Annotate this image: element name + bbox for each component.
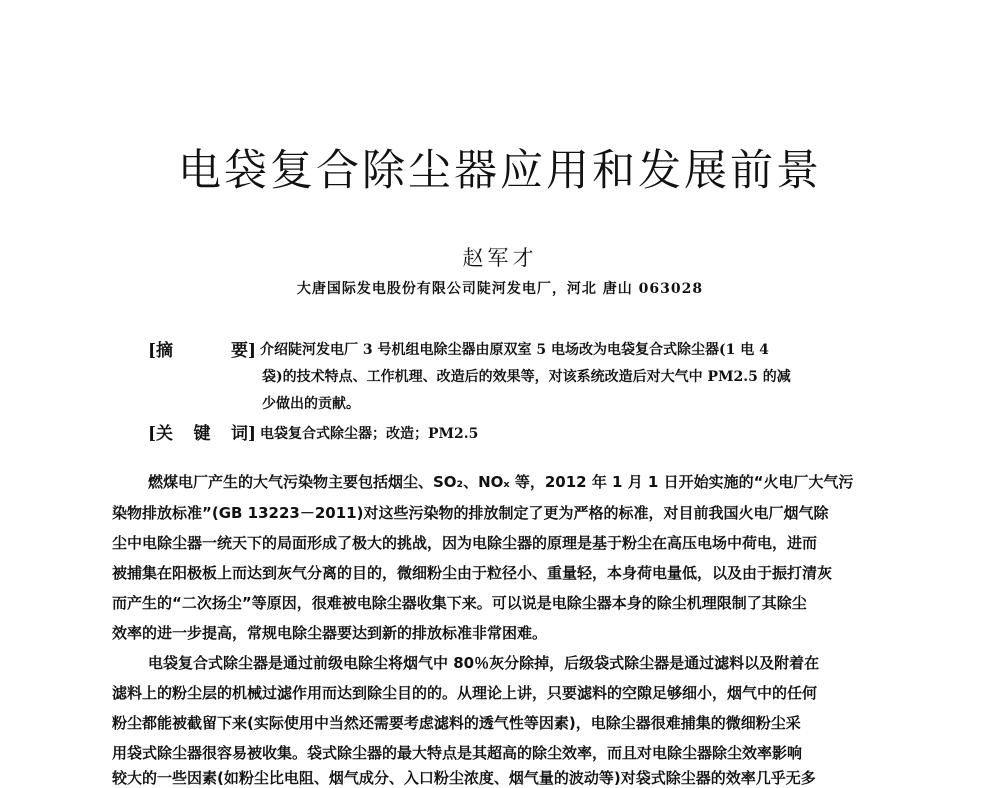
keywords-label-mid: 键 xyxy=(193,424,211,444)
body-line: 染物排放标准”(GB 13223－2011)对这些污染物的排放制定了更为严格的标准，对目前我国火电厂烟气除 xyxy=(112,504,829,522)
abstract-line: 少做出的贡献。 xyxy=(262,396,360,412)
body-line: 粉尘都能被截留下来(实际使用中当然还需要考虑滤料的透气性等因素)，电除尘器很难捕集的微细粉尘采 xyxy=(112,714,801,732)
abstract-label-close: 要] xyxy=(230,341,256,361)
paper-title: 电袋复合除尘器应用和发展前景 xyxy=(178,146,822,196)
body-line: 电袋复合式除尘器是通过前级电除尘将烟气中 80％灰分除掉，后级袋式除尘器是通过滤料以及附着在 xyxy=(148,654,820,672)
body-line: 而产生的“二次扬尘”等原因，很难被电除尘器收集下来。可以说是电除尘器本身的除尘机理限制了其除尘 xyxy=(112,594,807,612)
abstract-label xyxy=(148,338,256,364)
body-line: 被捕集在阳极板上而达到灰气分离的目的，微细粉尘由于粒径小、重量轻，本身荷电量低，以及由于振打清灰 xyxy=(112,564,833,582)
abstract-label-open: [摘 xyxy=(148,341,174,361)
keywords-label xyxy=(148,421,256,447)
body-line: 用袋式除尘器很容易被收集。袋式除尘器的最大特点是其超高的除尘效率，而且对电除尘器除尘效率影响 xyxy=(112,744,803,762)
body-line: 较大的一些因素(如粉尘比电阻、烟气成分、入口粉尘浓度、烟气量的波动等)对袋式除尘器的效率几乎无多 xyxy=(112,769,816,787)
abstract-line: 袋)的技术特点、工作机理、改造后的效果等，对该系统改造后对大气中 PM2.5 的减 xyxy=(262,369,791,385)
keywords-label-close: 词] xyxy=(230,424,256,444)
author-name: 赵军才 xyxy=(462,246,538,270)
body-line: 效率的进一步提高，常规电除尘器要达到新的排放标准非常困难。 xyxy=(112,624,548,642)
body-line: 燃煤电厂产生的大气污染物主要包括烟尘、SO₂、NOₓ 等，2012 年 1 月 1 日开始实施的“火电厂大气污 xyxy=(148,473,854,491)
body-line: 滤料上的粉尘层的机械过滤作用而达到除尘目的的。从理论上讲，只要滤料的空隙足够细小，烟气中的任何 xyxy=(112,684,818,702)
keywords-text: 电袋复合式除尘器；改造；PM2.5 xyxy=(260,426,479,442)
abstract-line: 介绍陡河发电厂 3 号机组电除尘器由原双室 5 电场改为电袋复合式除尘器(1 电 4 xyxy=(260,342,769,358)
author-affiliation: 大唐国际发电股份有限公司陡河发电厂，河北 唐山 063028 xyxy=(296,281,704,297)
keywords-label-open: [关 xyxy=(148,424,174,444)
body-line: 尘中电除尘器一统天下的局面形成了极大的挑战，因为电除尘器的原理是基于粉尘在高压电场中荷电，进而 xyxy=(112,534,818,552)
